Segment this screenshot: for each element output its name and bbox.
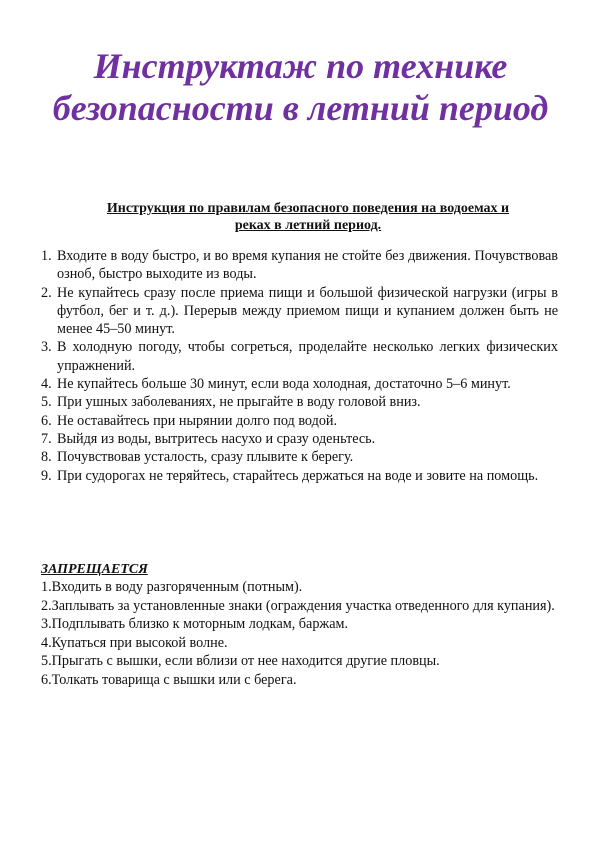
forbidden-heading: ЗАПРЕЩАЕТСЯ [41,562,148,577]
title-line-1: Инструктаж по технике [93,46,508,86]
forbidden-item: 2.Заплывать за установленные знаки (ограждения участка отведенного для купания). [41,597,555,614]
rule-number: 6. [41,412,52,429]
forbidden-item: 1.Входить в воду разгоряченным (потным). [41,579,303,595]
rule-text: Выйдя из воды, вытритесь насухо и сразу оденьтесь. [57,430,376,447]
rule-number: 8. [41,449,52,466]
rule-number: 2. [41,284,52,301]
rule-text: Не оставайтесь при нырянии долго под водой. [57,412,338,429]
rule-item [41,393,558,411]
rule-number: 4. [41,376,52,393]
rule-item [41,284,558,339]
rule-text: Почувствовав усталость, сразу плывите к берегу. [57,449,354,466]
rule-number: 3. [41,339,52,356]
forbidden-item: 4.Купаться при высокой волне. [41,634,228,651]
page-title [20,45,581,129]
rule-item [41,247,558,284]
instruction-heading-line-1: Инструкция по правилам безопасного поведения на водоемах и [106,201,510,216]
title-line-2: безопасности в летний период [52,88,549,128]
rules-list [41,247,558,485]
forbidden-list [41,578,561,689]
rule-text: Не купайтесь больше 30 минут, если вода холодная, достаточно 5–6 минут. [57,376,511,393]
rule-number: 1. [41,248,52,264]
instruction-heading [60,200,556,234]
rule-item [41,412,558,430]
rule-number: 5. [41,394,52,411]
forbidden-item: 3.Подплывать близко к моторным лодкам, баржам. [41,616,349,632]
rule-item [41,467,558,485]
rule-number: 7. [41,430,52,447]
rule-item [41,448,558,466]
instruction-heading-line-2: реках в летний период. [234,218,382,233]
rule-text: При судорогах не теряйтесь, старайтесь держаться на воде и зовите на помощь. [57,467,539,484]
rule-text: При ушных заболеваниях, не прыгайте в воду головой вниз. [57,394,421,411]
rule-item [41,375,558,393]
rule-text: В холодную погоду, чтобы согреться, проделайте несколько легких физических упражнений. [57,339,558,374]
rule-item [41,338,558,375]
forbidden-item: 5.Прыгать с вышки, если вблизи от нее находится другие пловцы. [41,653,440,669]
rule-text: Входите в воду быстро, и во время купания не стойте без движения. Почувствовав озноб, быстро выходите из воды. [57,248,558,283]
rule-text: Не купайтесь сразу после приема пищи и большой физической нагрузки (игры в футбол, бег и т. д.). Перерыв между приемом пищи и купанием должен быть не менее 45–50 минут. [57,284,558,338]
rule-item [41,430,558,448]
rule-number: 9. [41,467,52,484]
forbidden-item: 6.Толкать товарища с вышки или с берега. [41,671,297,688]
